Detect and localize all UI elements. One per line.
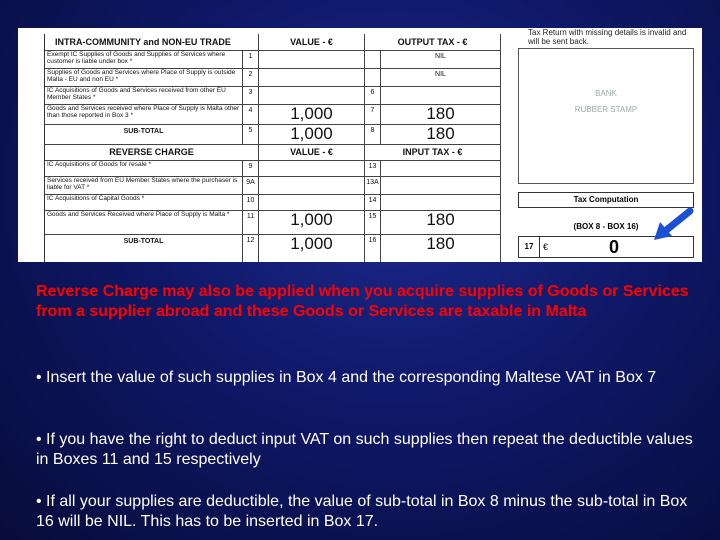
tax-cell: [381, 160, 501, 176]
box-7-value: 180: [381, 104, 501, 124]
output-tax-heading: OUTPUT TAX - €: [365, 34, 501, 50]
value-cell: [259, 50, 365, 68]
tax-cell: [381, 194, 501, 210]
box-number: 7: [365, 104, 381, 124]
value-cell: [259, 68, 365, 86]
subtotal-label: SUB-TOTAL: [45, 124, 243, 144]
table-row: [45, 50, 501, 69]
tax-cell: NIL: [381, 50, 501, 68]
box-15-value: 180: [381, 210, 501, 234]
pointer-arrow-icon: [650, 208, 694, 244]
box-number: 13A: [365, 176, 381, 194]
table-row: [45, 194, 501, 211]
table-row: [45, 104, 501, 125]
table-header-row: [45, 34, 501, 51]
box-number: 8: [365, 124, 381, 144]
box-number: [365, 50, 381, 68]
box-number: 4: [243, 104, 259, 124]
box-number: 14: [365, 194, 381, 210]
value-cell: [259, 176, 365, 194]
box-17-number: 17: [519, 237, 540, 257]
row-description: Exempt IC Supplies of Goods and Supplies of Services where customer is liable under box *: [45, 50, 243, 68]
table-row: [45, 210, 501, 235]
value-cell: [259, 160, 365, 176]
tax-computation-heading: Tax Computation: [518, 192, 694, 208]
box-8-value: 180: [381, 124, 501, 144]
subtotal-label: SUB-TOTAL: [45, 234, 243, 262]
box-number: 9: [243, 160, 259, 176]
box-number: 16: [365, 234, 381, 262]
box-12-value: 1,000: [259, 234, 365, 262]
tax-cell: [381, 176, 501, 194]
box-number: 1: [243, 50, 259, 68]
bullet-box-11-and-15: • If you have the right to deduct input VAT on such supplies then repeat the deductible values in Boxes 11 and 15 respectively: [36, 431, 693, 468]
bullet-box-17: • If all your supplies are deductible, the value of sub-total in Box 8 minus the sub-total in Box 16 will be NIL. This has to be inserted in Box 17.: [36, 493, 688, 530]
box-number: 10: [243, 194, 259, 210]
box-number: 6: [365, 86, 381, 104]
box-number: 9A: [243, 176, 259, 194]
row-description: Services received from EU Member States where the purchaser is liable for VAT *: [45, 176, 243, 194]
value-cell: [259, 86, 365, 104]
bank-label: BANK: [595, 89, 617, 98]
box-number: 12: [243, 234, 259, 262]
form-table: [44, 34, 501, 262]
vat-return-form-image: [18, 28, 702, 262]
row-description: Supplies of Goods and Services where Place of Supply is outside Malta - EU and non EU *: [45, 68, 243, 86]
reverse-charge-intro: Reverse Charge may also be applied when you acquire supplies of Goods or Services from a supplier abroad and these Goods or Services are taxable in Malta: [36, 283, 689, 320]
value-heading: VALUE - €: [259, 34, 365, 50]
box-number: 15: [365, 210, 381, 234]
row-description: IC Acquisitions of Capital Goods *: [45, 194, 243, 210]
invalid-return-notice: Tax Return with missing details is invalid and will be sent back.: [528, 28, 687, 46]
value-heading: VALUE - €: [259, 144, 365, 160]
subtotal-row: [45, 234, 501, 262]
box-number: 11: [243, 210, 259, 234]
box-17-currency: €: [543, 242, 549, 252]
box-number: 13: [365, 160, 381, 176]
box-5-value: 1,000: [259, 124, 365, 144]
table-row: [45, 86, 501, 105]
box-17-value: 0: [609, 237, 620, 257]
row-description: IC Acquisitions of Goods for resale *: [45, 160, 243, 176]
form-right-panel: [518, 28, 702, 262]
tax-cell: [381, 86, 501, 104]
rubber-stamp-label: RUBBER STAMP: [574, 105, 638, 114]
box-number: 5: [243, 124, 259, 144]
table-header-row: [45, 144, 501, 161]
value-cell: [259, 194, 365, 210]
box-number: 3: [243, 86, 259, 104]
table-row: [45, 160, 501, 177]
box-number: [365, 68, 381, 86]
box-16-value: 180: [381, 234, 501, 262]
box-4-value: 1,000: [259, 104, 365, 124]
subtotal-row: [45, 124, 501, 145]
section-heading-reverse-charge: REVERSE CHARGE: [45, 144, 259, 160]
input-tax-heading: INPUT TAX - €: [365, 144, 501, 160]
bullet-box-4-and-7: • Insert the value of such supplies in Box 4 and the corresponding Maltese VAT in Box 7: [36, 369, 657, 386]
box-11-value: 1,000: [259, 210, 365, 234]
table-row: [45, 68, 501, 87]
row-description: Goods and Services Received where Place of Supply is Malta *: [45, 210, 243, 234]
table-row: [45, 176, 501, 195]
tax-cell: NIL: [381, 68, 501, 86]
row-description: IC Acquisitions of Goods and Services received from other EU Member States *: [45, 86, 243, 104]
section-heading-trade: INTRA-COMMUNITY and NON-EU TRADE: [45, 34, 259, 50]
bank-stamp-box: [518, 48, 694, 184]
row-description: Goods and Services received where Place of Supply is Malta other than those reported in Box 3 *: [45, 104, 243, 124]
box-number: 2: [243, 68, 259, 86]
box-calculation-label: (BOX 8 - BOX 16): [573, 222, 639, 231]
